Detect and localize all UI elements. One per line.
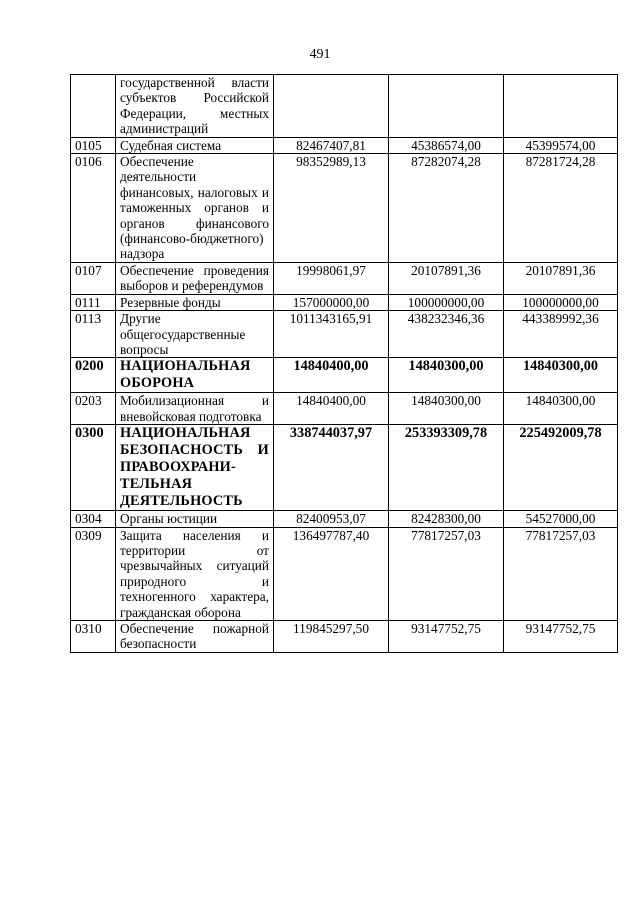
row-code: 0107 — [71, 262, 116, 294]
row-name: Мобилизационная и вневойсковая подготовка — [116, 393, 274, 425]
row-code: 0113 — [71, 311, 116, 358]
row-value-2: 253393309,78 — [389, 425, 504, 511]
row-name: НАЦИОНАЛЬНАЯ ОБОРОНА — [116, 358, 274, 393]
row-code: 0200 — [71, 358, 116, 393]
row-code — [71, 75, 116, 138]
row-code: 0310 — [71, 620, 116, 652]
budget-table-body — [71, 75, 618, 653]
row-value-1: 98352989,13 — [274, 154, 389, 263]
row-value-3: 14840300,00 — [504, 393, 618, 425]
row-value-3: 93147752,75 — [504, 620, 618, 652]
row-name: Защита населения и территории от чрезвычайных ситуаций природного и техногенного характера, гражданская оборона — [116, 527, 274, 620]
row-value-2: 20107891,36 — [389, 262, 504, 294]
row-value-2: 14840300,00 — [389, 393, 504, 425]
row-name: Судебная система — [116, 137, 274, 153]
row-value-2: 438232346,36 — [389, 311, 504, 358]
table-row — [71, 262, 618, 294]
row-value-2: 82428300,00 — [389, 511, 504, 527]
row-value-3: 100000000,00 — [504, 294, 618, 310]
row-value-2: 87282074,28 — [389, 154, 504, 263]
row-value-1 — [274, 75, 389, 138]
row-value-2: 93147752,75 — [389, 620, 504, 652]
row-name: Органы юстиции — [116, 511, 274, 527]
row-value-1: 82467407,81 — [274, 137, 389, 153]
row-code: 0304 — [71, 511, 116, 527]
table-row — [71, 425, 618, 511]
table-row — [71, 75, 618, 138]
row-value-3: 14840300,00 — [504, 358, 618, 393]
table-row — [71, 620, 618, 652]
row-code: 0106 — [71, 154, 116, 263]
row-value-3: 443389992,36 — [504, 311, 618, 358]
row-value-1: 82400953,07 — [274, 511, 389, 527]
table-row — [71, 137, 618, 153]
row-value-2 — [389, 75, 504, 138]
table-row — [71, 294, 618, 310]
row-value-2: 14840300,00 — [389, 358, 504, 393]
row-value-3: 87281724,28 — [504, 154, 618, 263]
row-code: 0105 — [71, 137, 116, 153]
row-value-3: 45399574,00 — [504, 137, 618, 153]
row-name: НАЦИОНАЛЬНАЯ БЕЗОПАСНОСТЬ И ПРАВООХРАНИ-ТЕЛЬНАЯ ДЕЯТЕЛЬНОСТЬ — [116, 425, 274, 511]
row-value-3: 77817257,03 — [504, 527, 618, 620]
row-value-3 — [504, 75, 618, 138]
row-value-2: 100000000,00 — [389, 294, 504, 310]
row-name: Обеспечение проведения выборов и референдумов — [116, 262, 274, 294]
table-row — [71, 358, 618, 393]
row-value-3: 20107891,36 — [504, 262, 618, 294]
row-value-2: 77817257,03 — [389, 527, 504, 620]
table-row — [71, 527, 618, 620]
row-value-1: 338744037,97 — [274, 425, 389, 511]
row-name: Другие общегосударственные вопросы — [116, 311, 274, 358]
table-row — [71, 393, 618, 425]
row-value-3: 225492009,78 — [504, 425, 618, 511]
row-code: 0309 — [71, 527, 116, 620]
row-value-1: 157000000,00 — [274, 294, 389, 310]
row-value-1: 14840400,00 — [274, 358, 389, 393]
row-value-1: 136497787,40 — [274, 527, 389, 620]
row-code: 0111 — [71, 294, 116, 310]
row-value-1: 19998061,97 — [274, 262, 389, 294]
budget-table — [70, 74, 618, 653]
row-name: Обеспечение деятельности финансовых, налоговых и таможенных органов и органов финансового (финансово-бюджетного) надзора — [116, 154, 274, 263]
row-code: 0203 — [71, 393, 116, 425]
row-value-1: 14840400,00 — [274, 393, 389, 425]
row-value-2: 45386574,00 — [389, 137, 504, 153]
table-row — [71, 511, 618, 527]
row-value-1: 119845297,50 — [274, 620, 389, 652]
row-value-3: 54527000,00 — [504, 511, 618, 527]
row-code: 0300 — [71, 425, 116, 511]
row-name: государственной власти субъектов Российской Федерации, местных администраций — [116, 75, 274, 138]
page-number: 491 — [309, 47, 331, 62]
table-row — [71, 311, 618, 358]
row-name: Резервные фонды — [116, 294, 274, 310]
row-name: Обеспечение пожарной безопасности — [116, 620, 274, 652]
row-value-1: 1011343165,91 — [274, 311, 389, 358]
table-row — [71, 154, 618, 263]
